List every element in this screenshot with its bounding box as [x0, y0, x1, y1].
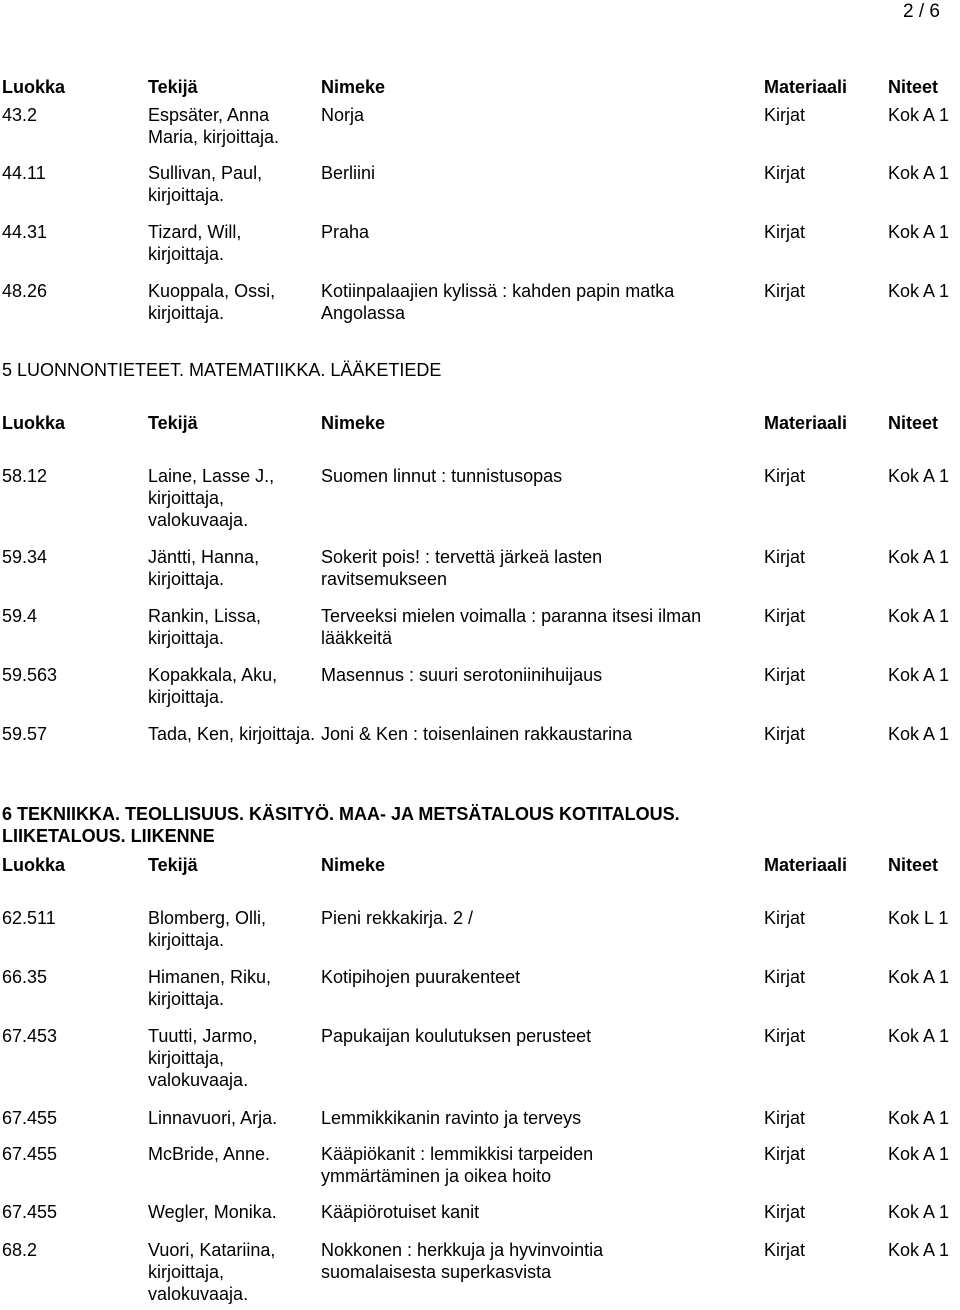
cell-materiaali: Kirjat: [764, 1144, 806, 1164]
cell-niteet: Kok A 1: [888, 163, 950, 183]
cell-materiaali: Kirjat: [764, 665, 806, 685]
cell-materiaali: Kirjat: [764, 1240, 806, 1260]
cell-nimeke: Masennus : suuri serotoniinihuijaus: [321, 665, 603, 685]
cell-nimeke: Nokkonen : herkkuja ja hyvinvointia suomalaisesta superkasvista: [321, 1240, 604, 1282]
column-header-tekija: Tekijä: [148, 413, 198, 433]
column-header-materiaali: Materiaali: [764, 855, 848, 875]
cell-luokka: 66.35: [2, 967, 48, 987]
cell-luokka: 44.11: [2, 163, 46, 183]
cell-niteet: Kok A 1: [888, 1108, 950, 1128]
cell-materiaali: Kirjat: [764, 908, 806, 928]
cell-materiaali: Kirjat: [764, 1202, 806, 1222]
cell-materiaali: Kirjat: [764, 466, 806, 486]
cell-nimeke: Kääpiörotuiset kanit: [321, 1202, 480, 1222]
cell-nimeke: Norja: [321, 105, 365, 125]
cell-niteet: Kok A 1: [888, 606, 950, 626]
cell-luokka: 43.2: [2, 105, 38, 125]
cell-niteet: Kok A 1: [888, 466, 950, 486]
cell-nimeke: Suomen linnut : tunnistusopas: [321, 466, 563, 486]
cell-materiaali: Kirjat: [764, 222, 806, 242]
cell-tekija: Tizard, Will, kirjoittaja.: [148, 222, 242, 264]
column-header-niteet: Niteet: [888, 77, 939, 97]
cell-materiaali: Kirjat: [764, 967, 806, 987]
cell-niteet: Kok A 1: [888, 547, 950, 567]
column-header-nimeke: Nimeke: [321, 855, 386, 875]
cell-luokka: 67.455: [2, 1202, 58, 1222]
cell-nimeke: Kotipihojen puurakenteet: [321, 967, 521, 987]
cell-nimeke: Joni & Ken : toisenlainen rakkaustarina: [321, 724, 633, 744]
cell-luokka: 44.31: [2, 222, 48, 242]
cell-materiaali: Kirjat: [764, 163, 806, 183]
cell-tekija: Linnavuori, Arja.: [148, 1108, 278, 1128]
cell-tekija: Laine, Lasse J., kirjoittaja, valokuvaaja.: [148, 466, 275, 530]
page-number: 2 / 6: [903, 1, 940, 22]
cell-luokka: 59.563: [2, 665, 58, 685]
column-header-materiaali: Materiaali: [764, 77, 848, 97]
cell-tekija: Himanen, Riku, kirjoittaja.: [148, 967, 272, 1009]
column-header-nimeke: Nimeke: [321, 413, 386, 433]
cell-nimeke: Lemmikkikanin ravinto ja terveys: [321, 1108, 582, 1128]
cell-tekija: Kopakkala, Aku, kirjoittaja.: [148, 665, 278, 707]
cell-niteet: Kok A 1: [888, 281, 950, 301]
cell-niteet: Kok A 1: [888, 222, 950, 242]
cell-materiaali: Kirjat: [764, 547, 806, 567]
column-header-luokka: Luokka: [2, 77, 66, 97]
cell-niteet: Kok A 1: [888, 665, 950, 685]
column-header-niteet: Niteet: [888, 855, 939, 875]
cell-nimeke: Pieni rekkakirja. 2 /: [321, 908, 474, 928]
cell-niteet: Kok A 1: [888, 967, 950, 987]
cell-niteet: Kok A 1: [888, 724, 950, 744]
cell-luokka: 59.57: [2, 724, 48, 744]
cell-niteet: Kok A 1: [888, 1202, 950, 1222]
column-header-materiaali: Materiaali: [764, 413, 848, 433]
cell-luokka: 68.2: [2, 1240, 38, 1260]
cell-materiaali: Kirjat: [764, 1108, 806, 1128]
column-header-luokka: Luokka: [2, 855, 66, 875]
cell-nimeke: Kotiinpalaajien kylissä : kahden papin matka Angolassa: [321, 281, 675, 323]
cell-tekija: Espsäter, Anna Maria, kirjoittaja.: [148, 105, 280, 147]
cell-materiaali: Kirjat: [764, 105, 806, 125]
cell-niteet: Kok A 1: [888, 1240, 950, 1260]
cell-tekija: Sullivan, Paul, kirjoittaja.: [148, 163, 263, 205]
cell-niteet: Kok L 1: [888, 908, 949, 928]
cell-tekija: Tada, Ken, kirjoittaja.: [148, 724, 316, 744]
column-header-niteet: Niteet: [888, 413, 939, 433]
cell-niteet: Kok A 1: [888, 1026, 950, 1046]
column-header-tekija: Tekijä: [148, 855, 198, 875]
cell-tekija: Blomberg, Olli, kirjoittaja.: [148, 908, 267, 950]
cell-nimeke: Papukaijan koulutuksen perusteet: [321, 1026, 592, 1046]
cell-nimeke: Berliini: [321, 163, 376, 183]
cell-tekija: Jäntti, Hanna, kirjoittaja.: [148, 547, 260, 589]
cell-tekija: Vuori, Katariina, kirjoittaja, valokuvaaja.: [148, 1240, 276, 1304]
column-header-tekija: Tekijä: [148, 77, 198, 97]
cell-tekija: Kuoppala, Ossi, kirjoittaja.: [148, 281, 276, 323]
cell-niteet: Kok A 1: [888, 1144, 950, 1164]
cell-luokka: 58.12: [2, 466, 48, 486]
cell-tekija: Rankin, Lissa, kirjoittaja.: [148, 606, 262, 648]
cell-luokka: 59.34: [2, 547, 48, 567]
cell-luokka: 67.455: [2, 1144, 58, 1164]
cell-luokka: 67.455: [2, 1108, 58, 1128]
cell-niteet: Kok A 1: [888, 105, 950, 125]
cell-materiaali: Kirjat: [764, 724, 806, 744]
cell-nimeke: Kääpiökanit : lemmikkisi tarpeiden ymmärtäminen ja oikea hoito: [321, 1144, 594, 1186]
cell-materiaali: Kirjat: [764, 606, 806, 626]
cell-tekija: Tuutti, Jarmo, kirjoittaja, valokuvaaja.: [148, 1026, 258, 1090]
cell-nimeke: Terveeksi mielen voimalla : paranna itsesi ilman lääkkeitä: [321, 606, 702, 648]
cell-luokka: 67.453: [2, 1026, 58, 1046]
cell-materiaali: Kirjat: [764, 281, 806, 301]
cell-nimeke: Praha: [321, 222, 370, 242]
column-header-nimeke: Nimeke: [321, 77, 386, 97]
cell-luokka: 48.26: [2, 281, 48, 301]
cell-materiaali: Kirjat: [764, 1026, 806, 1046]
section-title: 6 TEKNIIKKA. TEOLLISUUS. KÄSITYÖ. MAA- JA METSÄTALOUS KOTITALOUS. LIIKETALOUS. LIIKENNE: [2, 804, 680, 846]
cell-tekija: McBride, Anne.: [148, 1144, 271, 1164]
cell-luokka: 62.511: [2, 908, 56, 928]
cell-nimeke: Sokerit pois! : tervettä järkeä lasten ravitsemukseen: [321, 547, 603, 589]
cell-tekija: Wegler, Monika.: [148, 1202, 277, 1222]
section-title: 5 LUONNONTIETEET. MATEMATIIKKA. LÄÄKETIEDE: [2, 360, 442, 380]
column-header-luokka: Luokka: [2, 413, 66, 433]
cell-luokka: 59.4: [2, 606, 38, 626]
